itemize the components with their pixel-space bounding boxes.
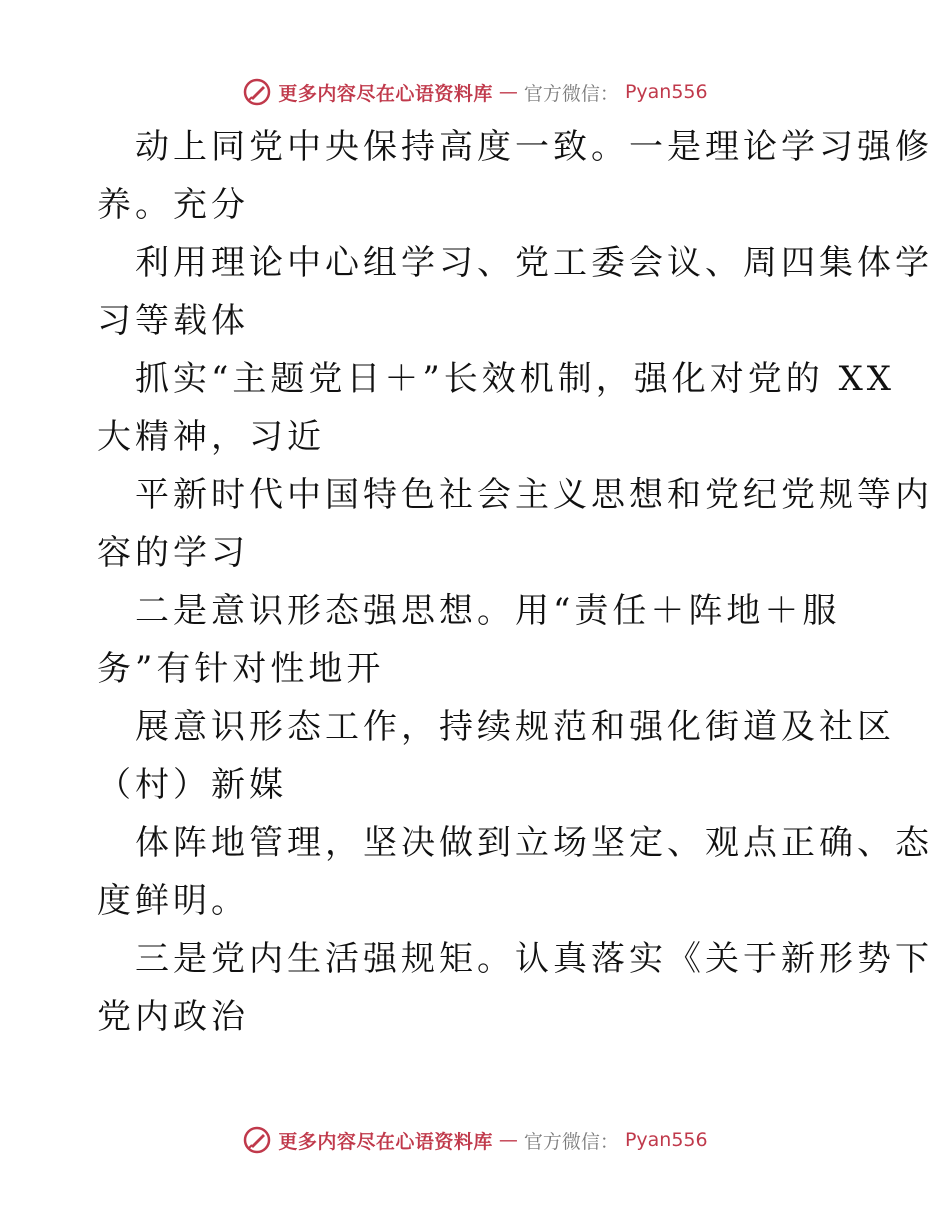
text-line: 抓实“主题党日＋”长效机制，强化对党的 XX: [135, 359, 895, 399]
text-line: 三是党内生活强规矩。认真落实《关于新形势下: [135, 939, 933, 979]
document-body: [97, 118, 933, 1046]
footer-watermark: [0, 1120, 950, 1160]
quill-logo-icon: [242, 1125, 272, 1155]
text-line: 大精神，习近: [97, 417, 325, 457]
text-line: 动上同党中央保持高度一致。一是理论学习强修: [135, 127, 933, 167]
header-watermark: [0, 72, 950, 112]
watermark-site-text: 更多内容尽在心语资料库: [278, 82, 493, 105]
text-line: 党内政治: [97, 997, 249, 1037]
quill-logo-icon: [242, 77, 272, 107]
text-line: 展意识形态工作，持续规范和强化街道及社区: [135, 707, 895, 747]
text-line: 容的学习: [97, 533, 249, 573]
text-line: 习等载体: [97, 301, 249, 341]
text-line: 养。充分: [97, 185, 249, 225]
watermark-separator: —: [498, 81, 518, 103]
watermark-separator: —: [498, 1129, 518, 1151]
text-line: （村）新媒: [97, 765, 287, 805]
watermark-group: [242, 1125, 707, 1155]
watermark-wechat-label: 官方微信：: [523, 82, 619, 105]
watermark-wechat-id: Pyan556: [624, 1129, 708, 1151]
text-line: 利用理论中心组学习、党工委会议、周四集体学: [135, 243, 933, 283]
watermark-wechat-label: 官方微信：: [523, 1130, 619, 1153]
watermark-site-text: 更多内容尽在心语资料库: [278, 1130, 493, 1153]
watermark-group: [242, 77, 707, 107]
text-line: 体阵地管理，坚决做到立场坚定、观点正确、态: [135, 823, 933, 863]
watermark-wechat-id: Pyan556: [624, 81, 708, 103]
text-line: 务”有针对性地开: [97, 649, 385, 689]
text-line: 二是意识形态强思想。用“责任＋阵地＋服: [135, 591, 841, 631]
text-line: 平新时代中国特色社会主义思想和党纪党规等内: [135, 475, 933, 515]
text-line: 度鲜明。: [97, 881, 249, 921]
